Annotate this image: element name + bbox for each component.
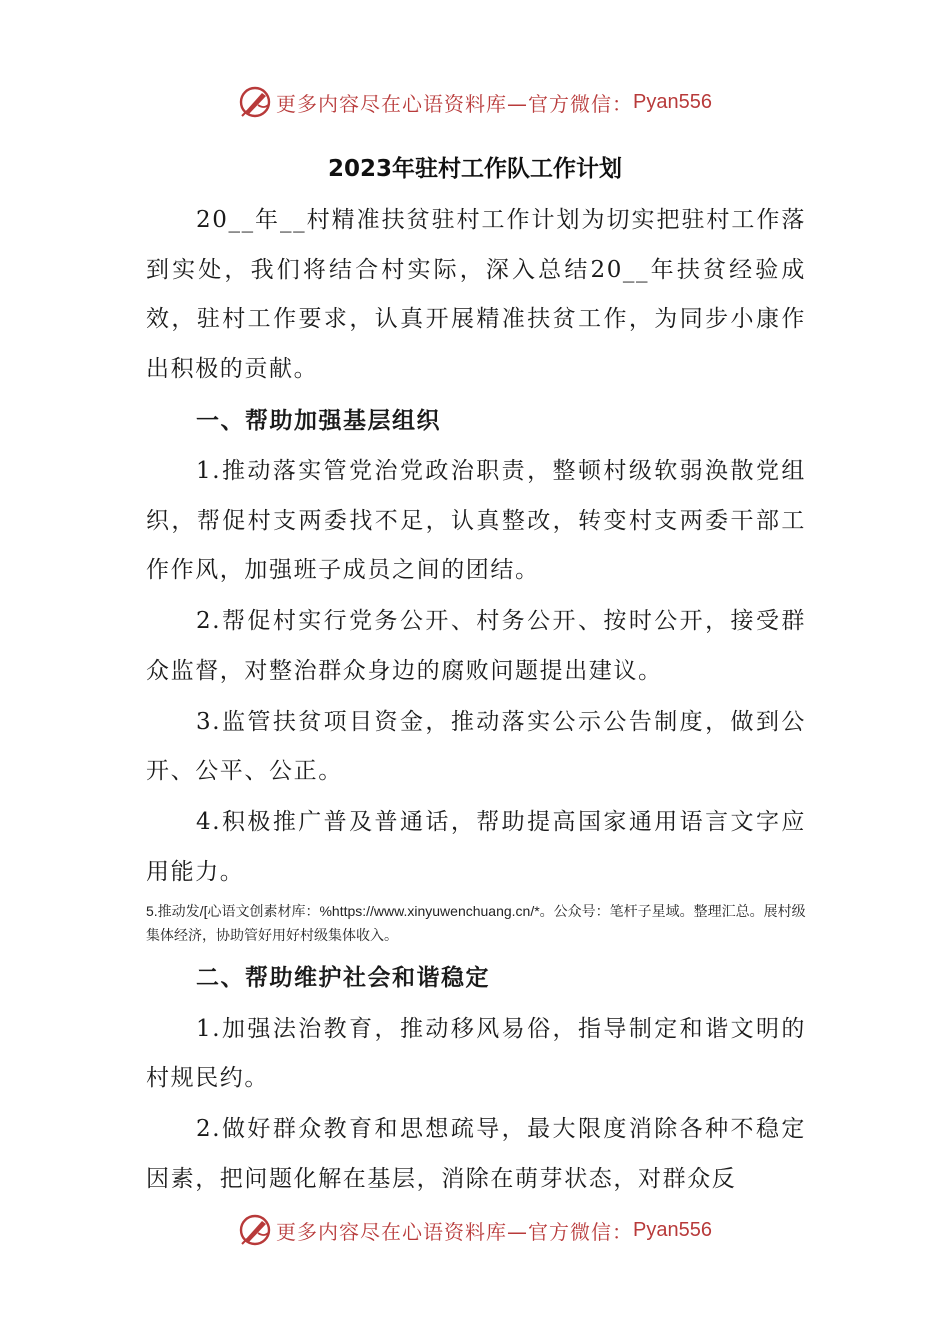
header-watermark-banner xyxy=(0,82,950,122)
section-2-item-2: 2.做好群众教育和思想疏导，最大限度消除各种不稳定因素，把问题化解在基层，消除在萌芽状态，对群众反 xyxy=(146,1116,806,1192)
section-1-item-4: 4.积极推广普及普通话，帮助提高国家通用语言文字应用能力。 xyxy=(146,809,806,885)
section-1-item-1: 1.推动落实管党治党政治职责，整顿村级软弱涣散党组织，帮促村支两委找不足，认真整改，转变村支两委干部工作作风，加强班子成员之间的团结。 xyxy=(146,458,806,583)
section-heading-2: 二、帮助维护社会和谐稳定 xyxy=(196,965,490,991)
section-2-item-1: 1.加强法治教育，推动移风易俗，指导制定和谐文明的村规民约。 xyxy=(146,1015,806,1091)
section-1-item-5: 5.推动发/[心语文创素材库：%https://www.xinyuwenchuang.cn/*。公众号：笔杆子星域。整理汇总。展村级集体经济，协助管好用好村级集体收入。 xyxy=(146,903,806,943)
document-body xyxy=(146,196,806,1206)
section-1-item-2: 2.帮促村实行党务公开、村务公开、按时公开，接受群众监督，对整治群众身边的腐败问题提出建议。 xyxy=(146,608,806,684)
pen-logo-icon xyxy=(238,85,272,119)
section-1-item-3: 3.监管扶贫项目资金，推动落实公示公告制度，做到公开、公平、公正。 xyxy=(146,708,806,784)
pen-logo-icon xyxy=(238,1213,272,1247)
document-title: 2023年驻村工作队工作计划 xyxy=(327,156,622,182)
banner-wechat-id: Pyan556 xyxy=(633,1218,712,1241)
banner-text: 更多内容尽在心语资料库—官方微信： xyxy=(276,1219,634,1244)
section-heading-1: 一、帮助加强基层组织 xyxy=(196,407,441,434)
intro-paragraph: 20__年__村精准扶贫驻村工作计划为切实把驻村工作落到实处，我们将结合村实际，深入总结20__年扶贫经验成效，驻村工作要求，认真开展精准扶贫工作，为同步小康作出积极的贡献。 xyxy=(146,207,806,382)
footer-watermark-banner xyxy=(0,1210,950,1250)
banner-text: 更多内容尽在心语资料库—官方微信： xyxy=(276,91,634,116)
banner-wechat-id: Pyan556 xyxy=(633,90,712,113)
